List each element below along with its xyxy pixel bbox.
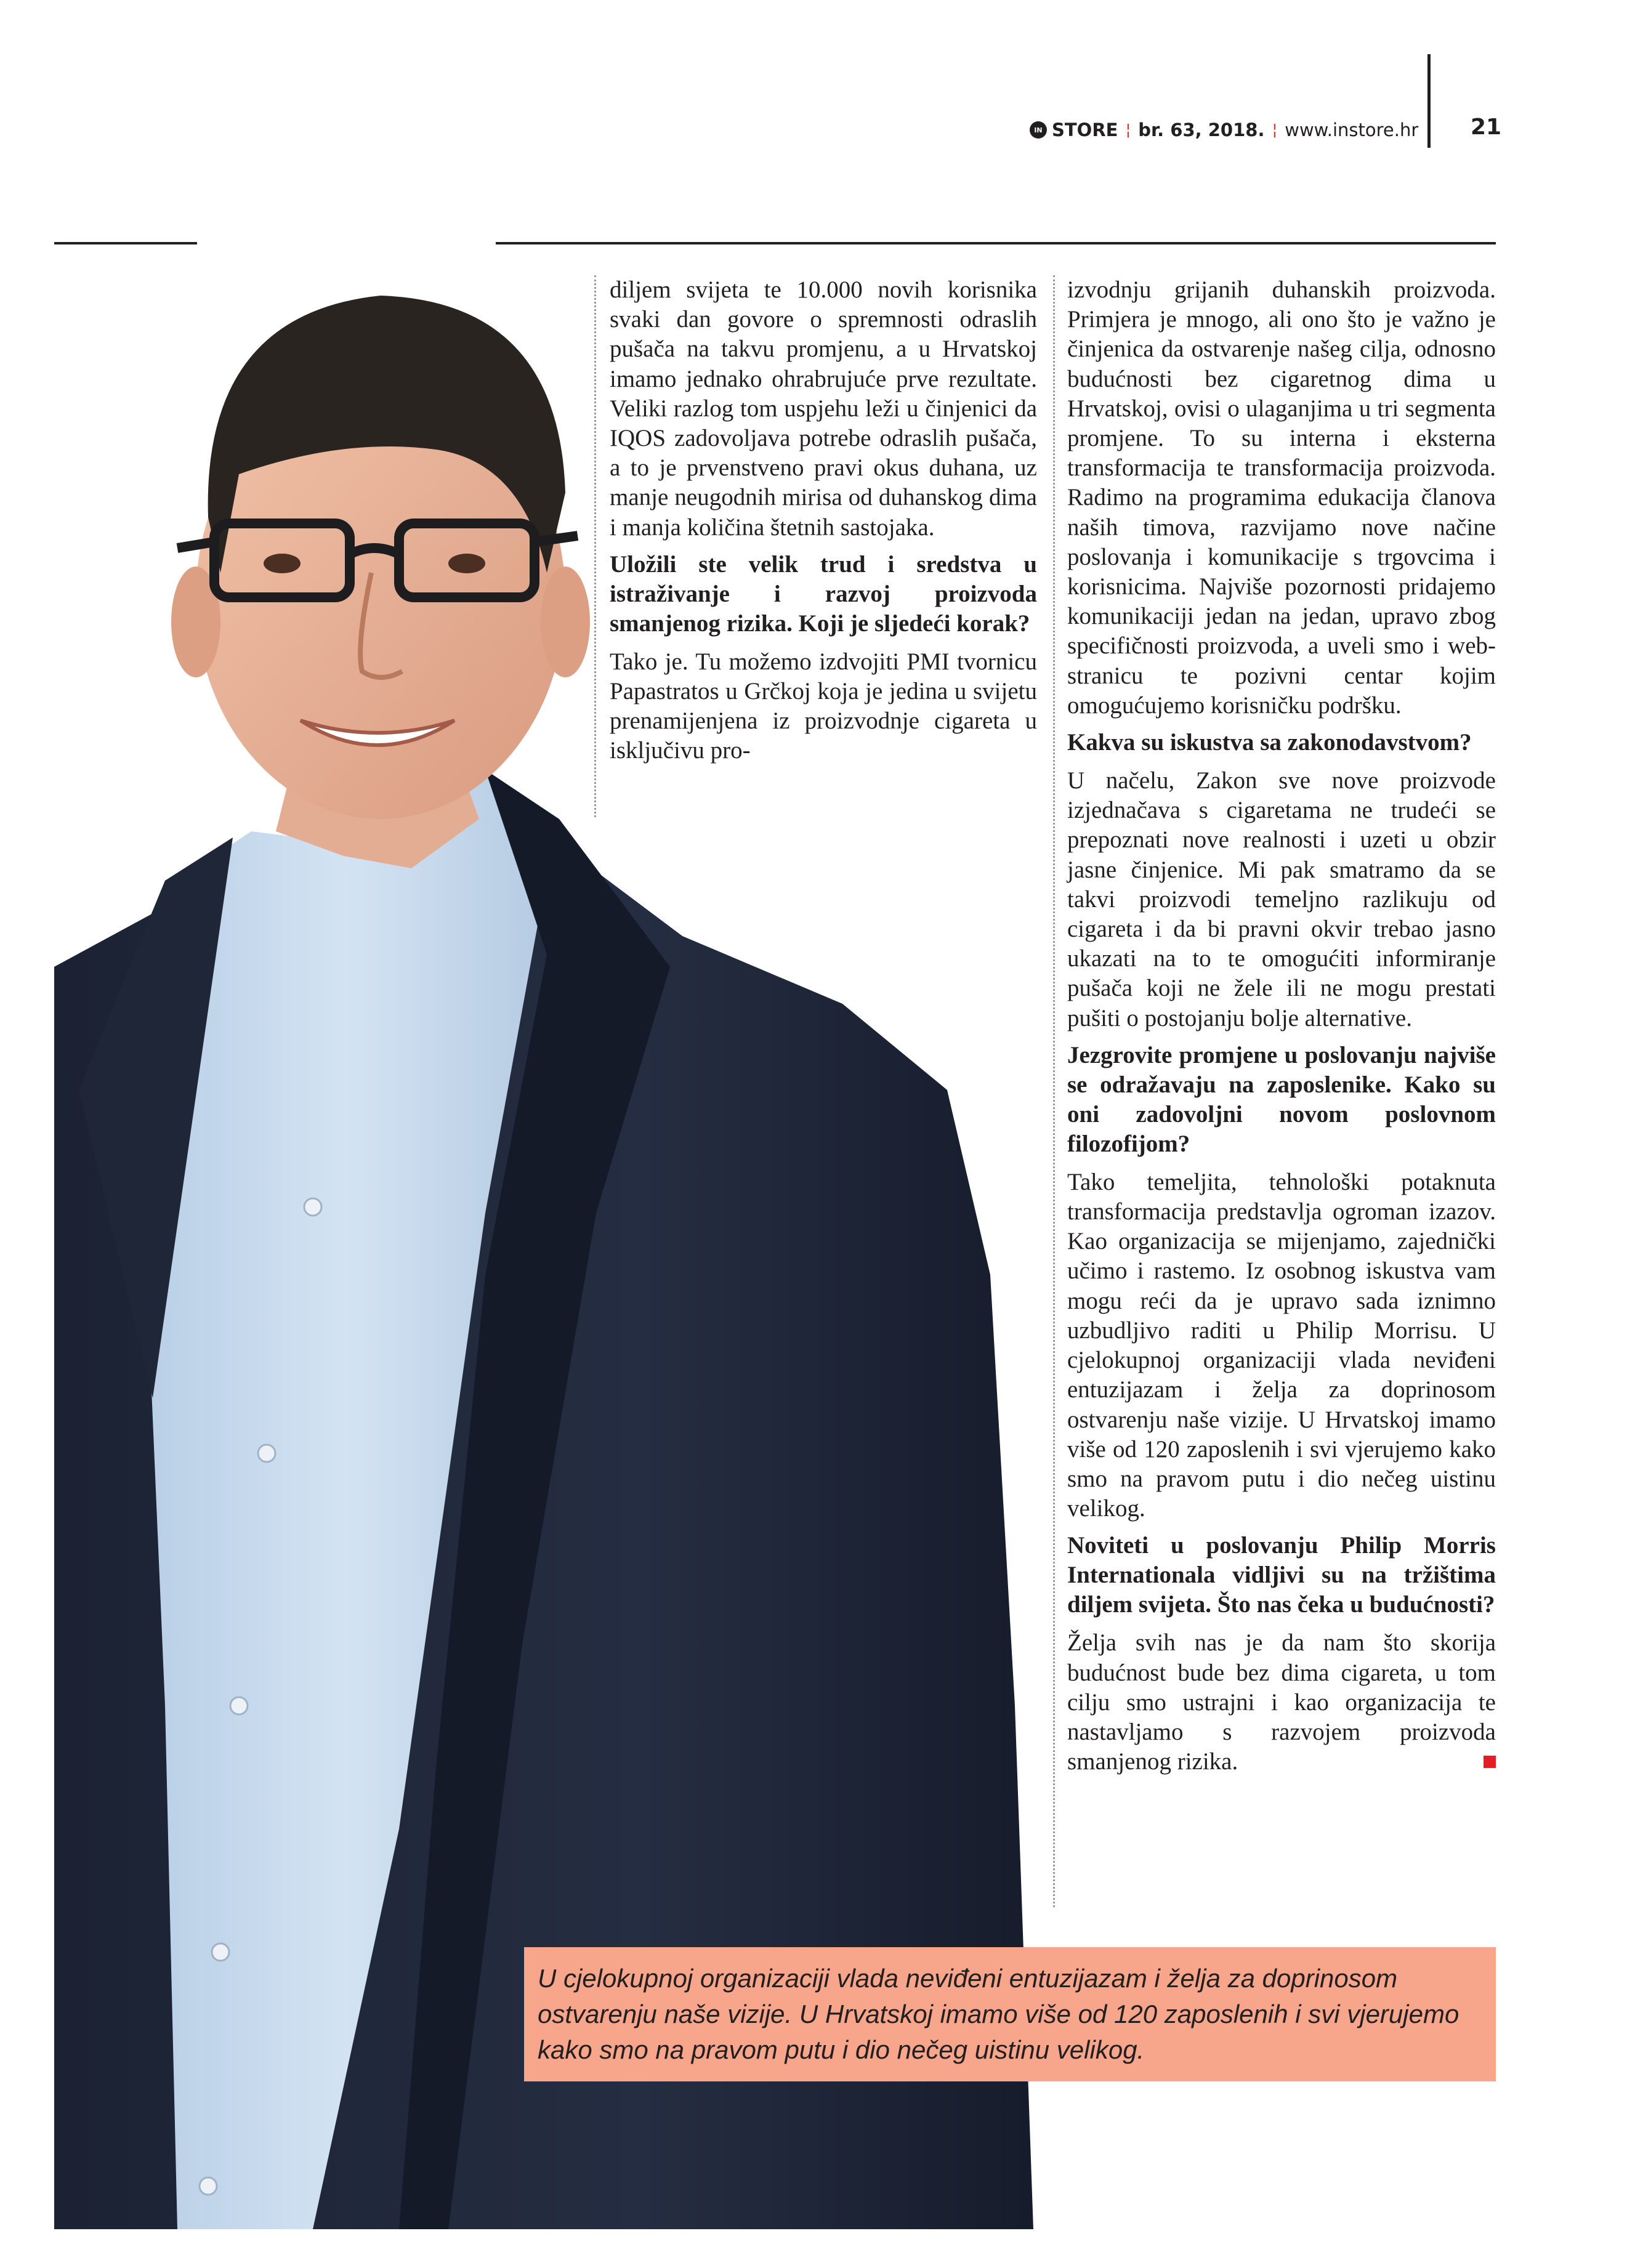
magazine-logo	[1030, 119, 1118, 140]
logo-text: STORE	[1052, 119, 1118, 140]
paragraph: Tako temeljita, tehnološki potaknuta transformacija predstavlja ogroman izazov. Kao organizacija se mijenjamo, zajednički učimo i rastemo. Iz osobnog iskustva vam mogu reći da je upravo sada iznimno uzbudljivo raditi u Philip Morrisu. U cjelokupnoj organizaciji vlada neviđeni entuzijazam i želja za doprinosom ostvarenju naše vizije. U Hrvatskoj imamo više od 120 zaposlenih i svi vjerujemo kako smo na pravom putu i dio nečeg uistinu velikog.	[1067, 1168, 1496, 1522]
column-divider-right	[1053, 275, 1055, 1907]
paragraph: izvodnju grijanih duhanskih proizvoda. Primjera je mnogo, ali ono što je važno je činjenica da ostvarenje našeg cilja, odnosno budućnosti bez cigaretnog dima u Hrvatskoj, ovisi o ulaganjima u tri segmenta promjene. To su interna i eksterna transformacija te transformacija proizvoda. Radimo na programima edukacija članova naših timova, razvijamo nove načine poslovanja i komunikacije s trgovcima i korisnicima. Najviše pozornosti pridajemo komunikaciji jedan na jedan, upravo zbog specifičnosti proizvoda, a uveli smo i web-stranicu te pozivni centar kojim omogućujemo korisničku podršku.	[1067, 276, 1496, 719]
header-divider	[1427, 54, 1431, 148]
interview-question: Jezgrovite promjene u poslovanju najviše se odražavaju na zaposlenike. Kako su oni zadovoljni novom poslovnom filozofijom?	[1067, 1041, 1496, 1157]
article-column-2	[1067, 275, 1496, 1784]
interview-question: Uložili ste velik trud i sredstva u istraživanje i razvoj proizvoda smanjenog rizika. Koji je sljedeći korak?	[610, 551, 1037, 637]
paragraph-text: Želja svih nas je da nam što skorija budućnost bude bez dima cigareta, u tom cilju smo ustrajni i kao organizacija te nastavljamo s razvojem proizvoda smanjenog rizika.	[1067, 1629, 1496, 1775]
header-separator: ¦	[1125, 121, 1131, 139]
pull-quote-text: U cjelokupnoj organizaciji vlada neviđeni entuzijazam i želja za doprinosom ostvarenju naše vizije. U Hrvatskoj imamo više od 120 zaposlenih i svi vjerujemo kako smo na pravom putu i dio nečeg uistinu velikog.	[538, 1964, 1459, 2064]
paragraph: diljem svijeta te 10.000 novih korisnika svaki dan govore o spremnosti odraslih pušača na takvu promjenu, a u Hrvatskoj imamo jednako ohrabrujuće prve rezultate. Veliki razlog tom uspjehu leži u činjenici da IQOS zadovoljava potrebe odraslih pušača, a to je prvenstveno pravi okus duhana, uz manje neugodnih mirisa od duhanskog dima i manja količina štetnih sastojaka.	[610, 276, 1037, 541]
issue-number: br. 63, 2018.	[1138, 119, 1265, 140]
website-link[interactable]: www.instore.hr	[1285, 119, 1419, 140]
column-divider-left	[594, 275, 596, 817]
paragraph: U načelu, Zakon sve nove proizvode izjednačava s cigaretama ne trudeći se prepoznati nove realnosti i uzeti u obzir jasne činjenice. Mi pak smatramo da se takvi proizvodi temeljno razlikuju od cigareta i da bi pravni okvir trebao jasno ukazati na to te omogućiti informiranje pušača koji ne žele ili ne mogu prestati pušiti o postojanju bolje alternative.	[1067, 767, 1496, 1031]
interview-question: Noviteti u poslovanju Philip Morris Internationala vidljivi su na tržištima diljem svijeta. Što nas čeka u budućnosti?	[1067, 1532, 1496, 1618]
pull-quote-box	[524, 1947, 1496, 2081]
header-separator: ¦	[1272, 121, 1278, 139]
final-paragraph	[1067, 1628, 1496, 1777]
interview-question: Kakva su iskustva sa zakonodavstvom?	[1067, 729, 1472, 756]
end-of-article-mark	[1484, 1756, 1496, 1768]
logo-badge: IN	[1030, 121, 1047, 139]
page-number: 21	[1471, 115, 1502, 140]
running-header	[1030, 115, 1418, 145]
article-column-1	[610, 275, 1037, 773]
paragraph: Tako je. Tu možemo izdvojiti PMI tvornicu Papastratos u Grčkoj koja je jedina u svijetu prenamijenjena iz proizvodnje cigareta u isključivu pro-	[610, 648, 1037, 764]
